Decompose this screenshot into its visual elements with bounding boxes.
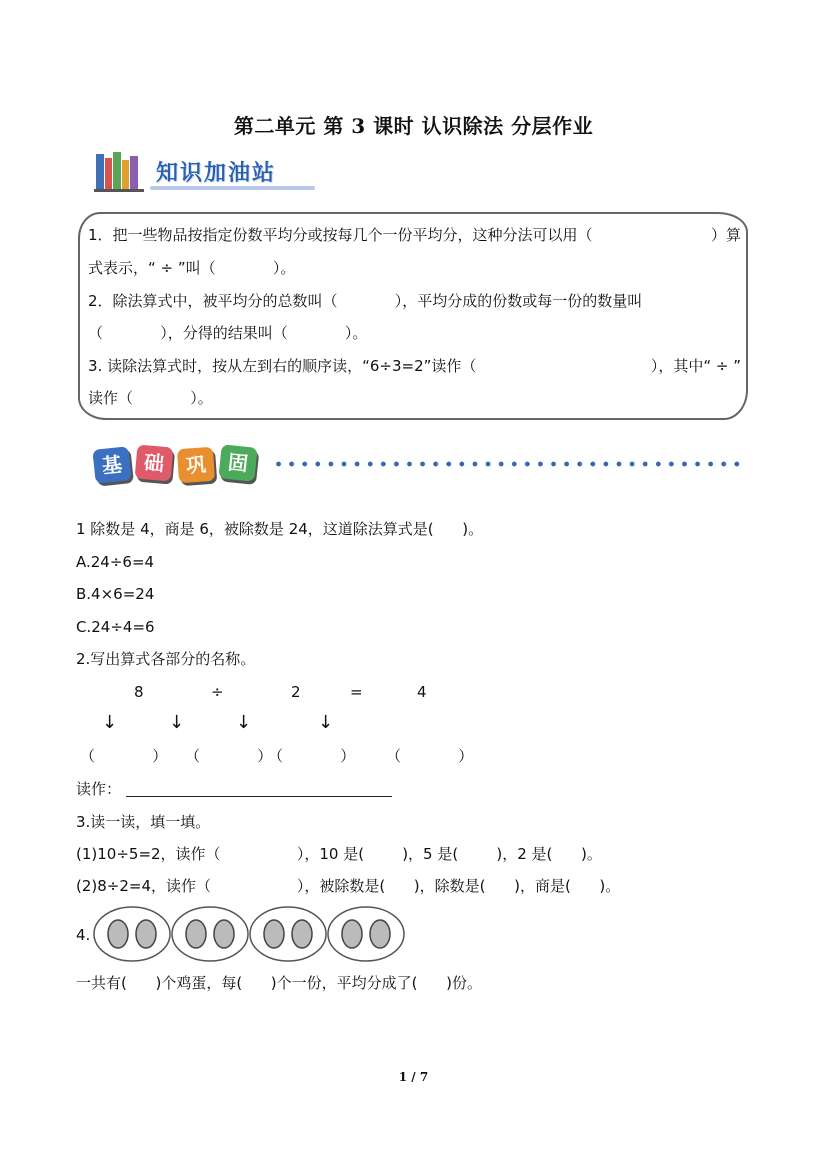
knowledge-line-1: 1．把一些物品按指定份数平均分或按每几个一份平均分，这种分法可以用（ bbox=[88, 226, 593, 244]
answer-blank-sign[interactable]: （ ） bbox=[185, 747, 273, 765]
equation-divisor: 2 bbox=[291, 683, 301, 701]
knowledge-line-5-end: ），其中“ ÷ ” bbox=[650, 357, 741, 375]
books-icon bbox=[94, 150, 146, 192]
question-4-number: 4. bbox=[76, 926, 91, 944]
knowledge-line-1-end: ）算 bbox=[710, 226, 741, 244]
equation-dividend: 8 bbox=[134, 683, 144, 701]
down-arrow-icon: ↓ bbox=[102, 712, 118, 733]
equation-divide-sign: ÷ bbox=[211, 683, 224, 701]
down-arrow-icon: ↓ bbox=[318, 712, 334, 733]
banner-tile-4: 固 bbox=[218, 444, 257, 482]
question-2: 2.写出算式各部分的名称。 bbox=[76, 650, 256, 668]
question-3-part-2: (2)8÷2=4，读作（ ），被除数是( )，除数是( )，商是( )。 bbox=[76, 877, 621, 895]
equation-equals-sign: = bbox=[350, 683, 363, 701]
egg-groups-figure bbox=[92, 905, 408, 963]
answer-blank-divisor[interactable]: （ ） bbox=[268, 747, 356, 765]
answer-blank-dividend[interactable]: （ ） bbox=[80, 747, 168, 765]
knowledge-line-4: （ ），分得的结果叫（ ）。 bbox=[88, 324, 368, 342]
down-arrow-icon: ↓ bbox=[236, 712, 252, 733]
answer-blank-quotient[interactable]: （ ） bbox=[386, 747, 474, 765]
down-arrow-icon: ↓ bbox=[169, 712, 185, 733]
page-title: 第二单元 第 3 课时 认识除法 分层作业 bbox=[233, 114, 594, 138]
knowledge-line-3: 2．除法算式中，被平均分的总数叫（ ），平均分成的份数或每一份的数量叫 bbox=[88, 292, 643, 310]
banner-underline bbox=[150, 186, 315, 190]
question-3-part-1: (1)10÷5=2，读作（ ），10 是( )，5 是( )，2 是( )。 bbox=[76, 845, 602, 863]
knowledge-line-2: 式表示，“ ÷ ”叫（ ）。 bbox=[88, 259, 296, 277]
equation-quotient: 4 bbox=[417, 683, 427, 701]
question-1-option-b: B.4×6=24 bbox=[76, 585, 155, 603]
banner-tile-3: 巩 bbox=[177, 447, 215, 483]
question-1-option-c: C.24÷4=6 bbox=[76, 618, 155, 636]
banner-tile-1: 基 bbox=[92, 446, 131, 484]
read-as-label: 读作： bbox=[76, 780, 122, 798]
question-3: 3.读一读，填一填。 bbox=[76, 813, 211, 831]
banner-tile-2: 础 bbox=[135, 444, 174, 481]
question-1-option-a: A.24÷6=4 bbox=[76, 553, 155, 571]
knowledge-banner-title: 知识加油站 bbox=[156, 161, 277, 186]
question-4-text: 一共有( )个鸡蛋，每( )个一份，平均分成了( )份。 bbox=[76, 974, 482, 992]
read-as-line[interactable] bbox=[126, 796, 392, 797]
page-number: 1 / 7 bbox=[398, 1070, 429, 1084]
dotted-divider bbox=[272, 459, 742, 469]
knowledge-line-6: 读作（ ）。 bbox=[88, 389, 213, 407]
knowledge-line-5: 3. 读除法算式时，按从左到右的顺序读，“6÷3=2”读作（ bbox=[88, 357, 477, 375]
question-1: 1 除数是 4，商是 6，被除数是 24，这道除法算式是( )。 bbox=[76, 520, 484, 538]
